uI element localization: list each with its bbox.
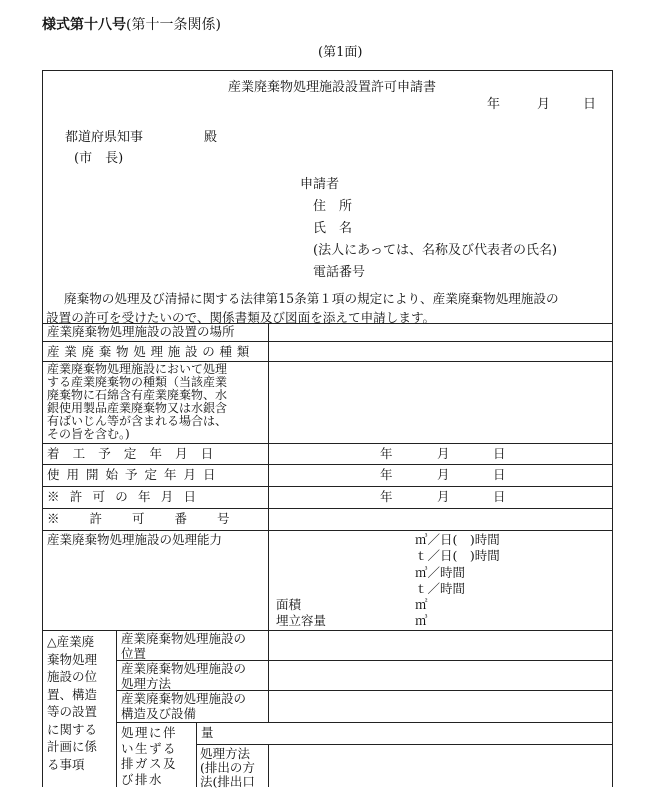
start-day: 日: [493, 446, 506, 461]
applicant-corp-note: (法人にあっては、名称及び代表者の氏名): [313, 243, 558, 258]
start-year: 年: [380, 446, 393, 461]
plan-method-line: 産業廃棄物処理施設の: [121, 661, 247, 676]
rule: [42, 508, 613, 509]
start-month: 月: [437, 446, 450, 461]
date-year: 年: [487, 97, 501, 112]
area-unit: ㎡: [415, 597, 428, 612]
plan-structure-label: [121, 692, 246, 721]
capacity-unit-3: ㎥／時間: [415, 565, 466, 580]
rule: [196, 722, 197, 787]
permit-year: 年: [380, 489, 393, 504]
use-day: 日: [493, 467, 506, 482]
statement-line-2: 設置の許可を受けたいので、関係書類及び図面を添えて申請します。: [46, 310, 436, 325]
date-month: 月: [537, 97, 551, 112]
rule: [42, 443, 613, 444]
plan-group-line: 置、構造: [47, 686, 98, 702]
plan-position-line: 産業廃棄物処理施設の: [121, 631, 247, 646]
plan-discharge-line: (排出の方: [200, 760, 255, 775]
rule: [196, 744, 613, 745]
start-date-label: 着工予定年月日: [47, 446, 227, 461]
landfill-unit: ㎥: [415, 613, 428, 628]
waste-types-line: 廃棄物に石綿含有産業廃棄物、水: [47, 388, 228, 402]
use-month: 月: [437, 467, 450, 482]
plan-group-line: 計画に係: [47, 739, 98, 754]
permit-month: 月: [437, 489, 450, 504]
plan-exhaust-label: [121, 725, 177, 787]
applicant-name-label: 氏 名: [313, 221, 353, 236]
plan-group-line: る事項: [47, 756, 85, 772]
rule: [268, 744, 269, 787]
article-reference: (第十一条関係): [126, 17, 221, 33]
plan-exhaust-line: い生ずる: [121, 740, 178, 756]
addressee-alt: (市 長): [74, 151, 124, 166]
waste-types-line: その旨を含む。): [47, 427, 130, 441]
applicant-heading: 申請者: [300, 177, 340, 192]
plan-exhaust-line: 排ガス及: [121, 756, 178, 771]
capacity-label: 産業廃棄物処理施設の処理能力: [47, 532, 223, 547]
use-year: 年: [380, 467, 393, 482]
plan-structure-line: 産業廃棄物処理施設の: [121, 691, 247, 706]
honorific: 殿: [204, 130, 218, 145]
applicant-address-label: 住 所: [313, 199, 353, 214]
waste-types-line: する産業廃棄物の種類（当該産業: [47, 375, 228, 389]
plan-group-line: に関する: [47, 721, 98, 737]
form-title: 産業廃棄物処理施設設置許可申請書: [228, 80, 437, 95]
permit-date-label: ※許可の年月日: [47, 489, 207, 504]
plan-amount-label: 量: [201, 725, 214, 740]
applicant-phone-label: 電話番号: [313, 265, 366, 280]
rule: [268, 323, 269, 630]
permit-day: 日: [493, 489, 506, 504]
rule: [42, 464, 613, 465]
plan-exhaust-line: 処理に伴: [121, 725, 178, 740]
plan-group-line: 施設の位: [47, 669, 98, 684]
statement-line-1: 廃棄物の処理及び清掃に関する法律第15条第１項の規定により、産業廃棄物処理施設の: [64, 291, 559, 306]
rule: [42, 341, 613, 342]
addressee: 都道府県知事: [65, 130, 144, 145]
date-day: 日: [583, 97, 597, 112]
form-number: 様式第十八号: [42, 17, 126, 33]
permit-number-label: ※許可番号: [47, 511, 260, 526]
sheet-number: (第1面): [318, 45, 363, 60]
rule: [116, 630, 117, 787]
capacity-unit-2: ｔ／日( )時間: [415, 548, 500, 563]
rule: [268, 630, 269, 722]
rule: [42, 486, 613, 487]
plan-structure-line: 構造及び設備: [121, 705, 197, 721]
plan-discharge-line: 処理方法: [200, 746, 251, 761]
capacity-unit-1: ㎥／日( )時間: [415, 532, 500, 547]
waste-types-line: 有ばいじん等が含まれる場合は、: [47, 414, 228, 428]
rule: [42, 530, 613, 531]
waste-types-line: 産業廃棄物処理施設において処理: [47, 362, 228, 376]
plan-method-line: 処理方法: [121, 675, 172, 691]
form-number-line: [42, 14, 221, 34]
plan-method-label: [121, 662, 246, 691]
plan-group-label: [47, 633, 97, 773]
location-label: 産業廃棄物処理施設の設置の場所: [47, 324, 235, 339]
waste-types-line: 銀使用製品産業廃棄物又は水銀含: [47, 401, 228, 415]
use-start-date-label: 使用開始予定年月日: [47, 467, 223, 482]
plan-group-line: 棄物処理: [47, 651, 98, 667]
plan-discharge-line: 法(排出口: [200, 774, 255, 789]
plan-group-line: 等の設置: [47, 704, 98, 719]
plan-position-label: [121, 632, 246, 661]
plan-group-line: △産業廃: [47, 634, 95, 649]
plan-exhaust-line: び排水: [121, 771, 164, 787]
landfill-label: 埋立容量: [276, 613, 327, 628]
waste-types-label: [47, 363, 227, 441]
capacity-unit-4: ｔ／時間: [415, 581, 466, 596]
plan-position-line: 位置: [121, 645, 147, 661]
plan-discharge-label: [200, 747, 255, 789]
rule: [116, 722, 613, 723]
area-label: 面積: [276, 597, 302, 612]
kind-label: 産業廃棄物処理施設の種類: [47, 344, 255, 359]
